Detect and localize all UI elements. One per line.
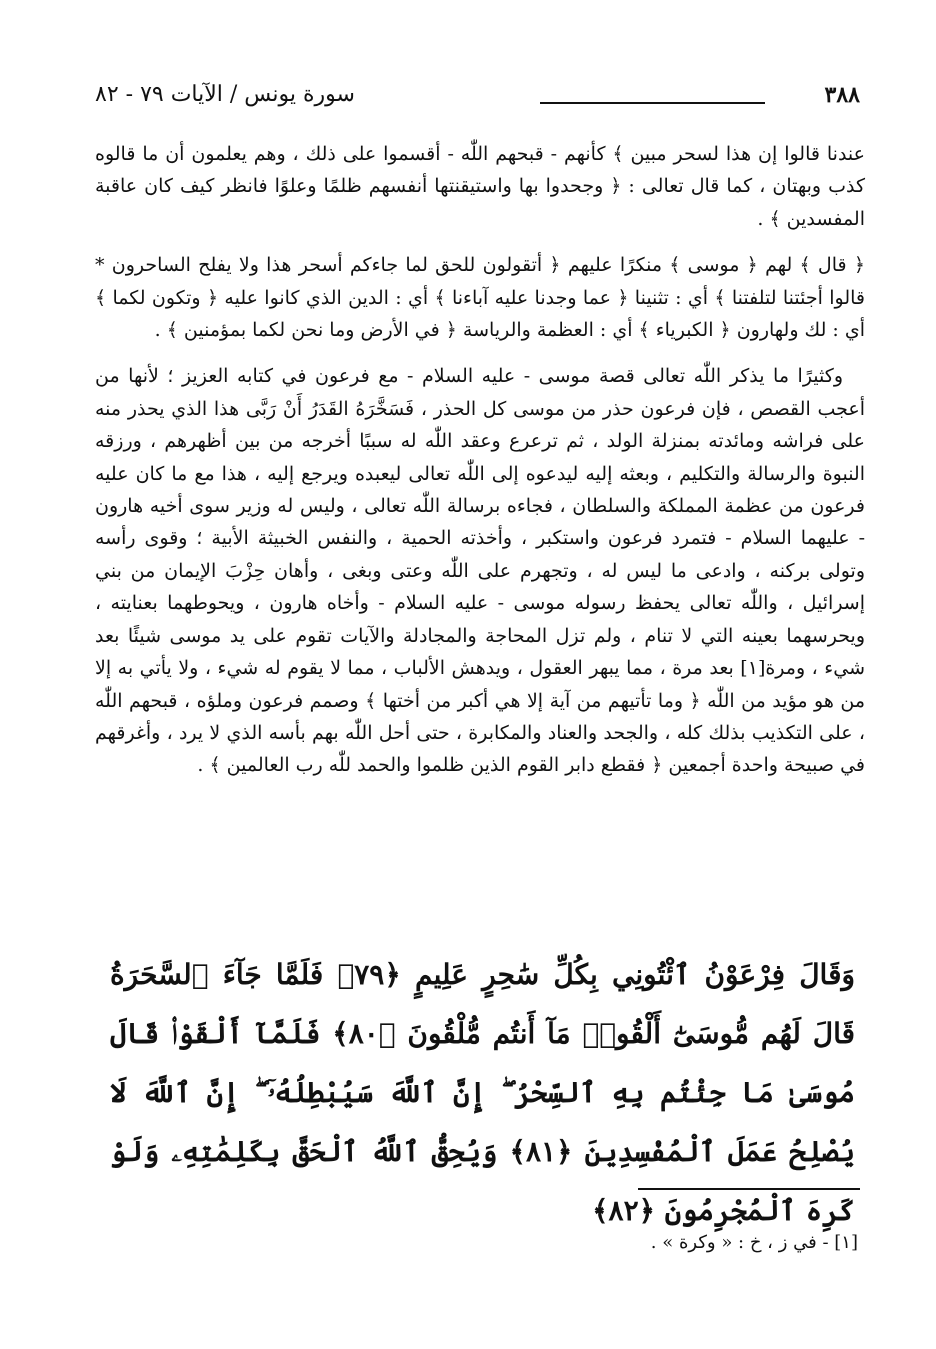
paragraph-2: ﴿ قال ﴾ لهم ﴿ موسى ﴾ منكرًا عليهم ﴿ أتقولون للحق لما جاءكم أسحر هذا ولا يفلح الساحرون * قالوا أجئتنا لتلفتنا ﴾ أي : تثنينا ﴿ عما وجدنا عليه آباءنا ﴾ أي : الدين الذي كانوا عليه ﴿ وتكون لكما ﴾ أي : لك ولهارون ﴿ الكبرياء ﴾ أي : العظمة والرياسة ﴿ في الأرض وما نحن لكما بمؤمنين ﴾ . (95, 254, 865, 342)
footnote: [١] - في ز ، خ : « وكرة » . (650, 1232, 858, 1253)
quran-verses: وَقَالَ فِرْعَوْنُ ٱئْتُونِي بِكُلِّ سَٰحِرٍ عَلِيمٍ ﴿٧٩﴾ فَلَمَّا جَآءَ ٱلسَّحَرَةُ قَالَ لَهُم مُّوسَىٰٓ أَلْقُوا۟ مَآ أَنتُم مُّلْقُونَ ﴿٨٠﴾ فَلَمَّآ أَلْقَوْا۟ قَالَ مُوسَىٰ مَا جِئْتُم بِهِ ٱلسِّحْرُ ۖ إِنَّ ٱللَّهَ سَيُبْطِلُهُۥٓ ۖ إِنَّ ٱللَّهَ لَا يُصْلِحُ عَمَلَ ٱلْمُفْسِدِينَ ﴿٨١﴾ وَيُحِقُّ ٱللَّهُ ٱلْحَقَّ بِكَلِمَٰتِهِۦ وَلَوْ كَرِهَ ٱلْمُجْرِمُونَ ﴿٨٢﴾ (110, 958, 855, 1227)
commentary-text (95, 138, 865, 796)
paragraph-1: عندنا قالوا إن هذا لسحر مبين ﴾ كأنهم - قبحهم اللّٰه - أقسموا على ذلك ، وهم يعلمون أن ما قالوه كذب وبهتان ، كما قال تعالى : ﴿ وجحدوا بها واستيقنتها أنفسهم ظلمًا وعلوًا فانظر كيف كان عاقبة المفسدين ﴾ . (95, 143, 865, 230)
page-header (95, 82, 860, 122)
paragraph-3: وكثيرًا ما يذكر اللّٰه تعالى قصة موسى - عليه السلام - مع فرعون في كتابه العزيز ؛ لأنها من أعجب القصص ، فإن فرعون حذر من موسى كل الحذر ، فَسَخَّرَهُ القَدَرُ أَنْ رَبَّى هذا الذي يحذر منه على فراشه ومائدته بمنزلة الولد ، ثم ترعرع وعقد اللّٰه له سببًا أخرجه من بين أظهرهم ، ورزقه النبوة والرسالة والتكليم ، وبعثه إليه ليدعوه إلى اللّٰه تعالى ليعبده ويرجع إليه ، هذا مع ما كان عليه فرعون من عظمة المملكة والسلطان ، فجاءه برسالة اللّٰه تعالى ، وليس له وزير سوى أخيه هارون - عليهما السلام - فتمرد فرعون واستكبر ، وأخذته الحمية ، والنفس الخبيثة الأبية ؛ وقوى رأسه وتولى بركنه ، وادعى ما ليس له ، وتجهرم على اللّٰه وعتى وبغى ، وأهان حِزْبَ الإيمان من بني إسرائيل ، واللّٰه تعالى يحفظ رسوله موسى - عليه السلام - وأخاه هارون ، ويحوطهما بعنايته ، ويحرسهما بعينه التي لا تنام ، ولم تزل المحاجة والمجادلة والآيات تقوم على يد موسى شيئًا بعد شيء ، ومرة[١] بعد مرة ، مما يبهر العقول ، ويدهش الألباب ، مما لا يقوم له شيء ، ولا يأتي به إلا من هو مؤيد من اللّٰه ﴿ وما تأتيهم من آية إلا هي أكبر من أختها ﴾ وصمم فرعون وملؤه ، قبحهم اللّٰه ، على التكذيب بذلك كله ، والجحد والعناد والمكابرة ، حتى أحل اللّٰه بهم بأسه الذي لا يرد ، وأغرقهم في صبيحة واحدة أجمعين ﴿ فقطع دابر القوم الذين ظلموا والحمد للّٰه رب العالمين ﴾ . (95, 365, 865, 777)
footnote-rule (638, 1188, 860, 1190)
header-rule (540, 102, 765, 104)
running-title: سورة يونس / الآيات ٧٩ - ٨٢ (95, 82, 355, 107)
page-number: ٣٨٨ (824, 82, 860, 108)
